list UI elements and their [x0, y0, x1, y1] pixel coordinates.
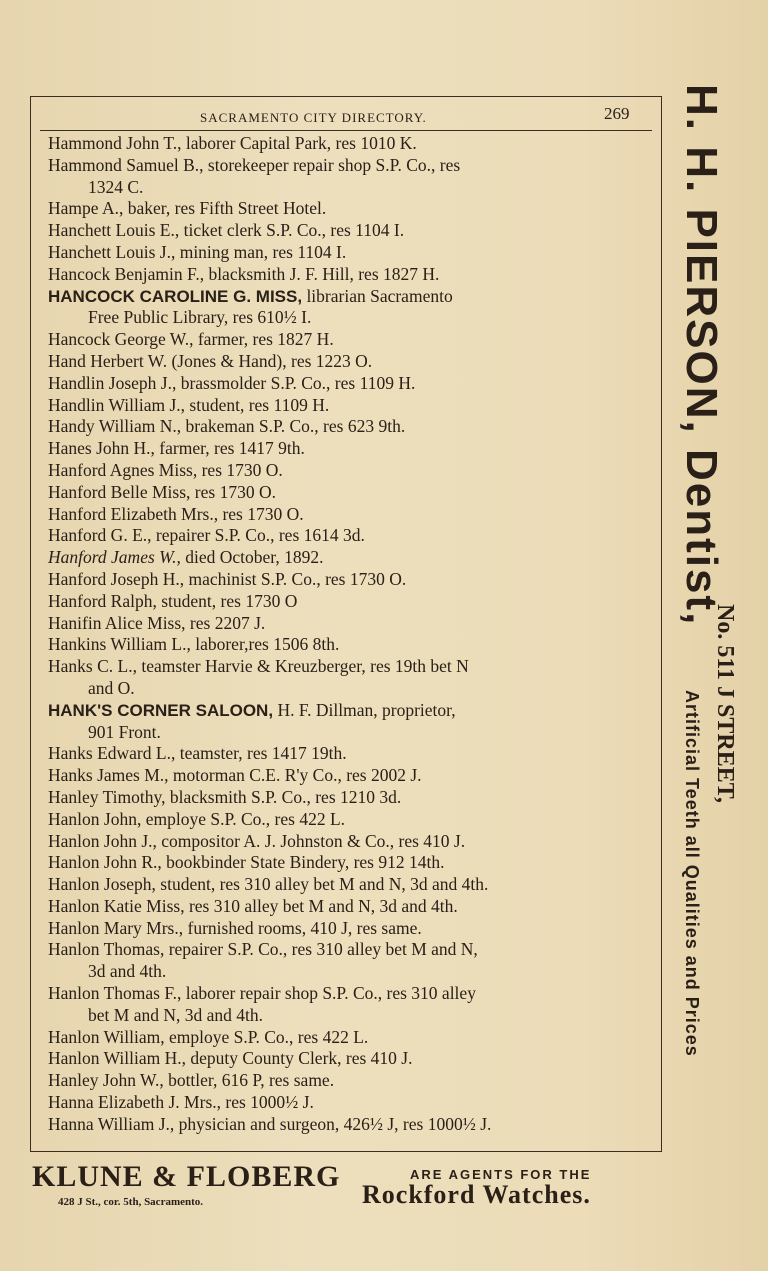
side-ad-title: H. H. PIERSON, Dentist, — [677, 84, 726, 627]
directory-entry: Hanlon William H., deputy County Clerk, res 410 J. — [48, 1048, 413, 1069]
directory-entry: Hanlon William, employe S.P. Co., res 422 L. — [48, 1026, 369, 1047]
directory-entry: Hanlon Thomas F., laborer repair shop S.P. Co., res 310 alley — [48, 983, 476, 1004]
directory-entry: Hanna Elizabeth J. Mrs., res 1000½ J. — [48, 1092, 314, 1113]
side-ad-tagline: Artificial Teeth all Qualities and Prices — [682, 690, 702, 1057]
directory-entry: Hanes John H., farmer, res 1417 9th. — [48, 438, 305, 459]
directory-entry: bet M and N, 3d and 4th. — [88, 1004, 263, 1025]
directory-entry: Handy William N., brakeman S.P. Co., res 623 9th. — [48, 416, 406, 437]
entry-name: Hanford James W., — [48, 547, 181, 568]
directory-entry: Hanks Edward L., teamster, res 1417 19th. — [48, 743, 347, 764]
directory-entry: Hanlon Thomas, repairer S.P. Co., res 310 alley bet M and N, — [48, 939, 478, 960]
directory-entry: Handlin William J., student, res 1109 H. — [48, 394, 330, 415]
entry-detail: librarian Sacramento — [302, 285, 453, 306]
directory-entry: Hanna William J., physician and surgeon, 426½ J, res 1000½ J. — [48, 1113, 492, 1134]
directory-entry: Hanley Timothy, blacksmith S.P. Co., res 1210 3d. — [48, 786, 402, 807]
footer-right-big: Rockford Watches. — [362, 1180, 591, 1209]
directory-entry: Hanford Elizabeth Mrs., res 1730 O. — [48, 503, 304, 524]
directory-entry — [48, 286, 654, 308]
directory-entry: Hanford Joseph H., machinist S.P. Co., res 1730 O. — [48, 568, 407, 589]
directory-entry: Hankins William L., laborer,res 1506 8th. — [48, 634, 340, 655]
header-rule — [40, 130, 652, 131]
entry-name: HANCOCK CAROLINE G. MISS, — [48, 286, 303, 306]
directory-entry: Hanford Agnes Miss, res 1730 O. — [48, 459, 283, 480]
directory-entry: Hanlon John, employe S.P. Co., res 422 L. — [48, 808, 346, 829]
directory-entry: Hancock Benjamin F., blacksmith J. F. Hill, res 1827 H. — [48, 263, 440, 284]
footer-left-name: KLUNE & FLOBERG — [32, 1160, 341, 1193]
directory-entry: Hanchett Louis J., mining man, res 1104 I. — [48, 241, 347, 262]
directory-entry: Hanks C. L., teamster Harvie & Kreuzberger, res 19th bet N — [48, 656, 469, 677]
page-number: 269 — [604, 104, 630, 123]
footer-left-address: 428 J St., cor. 5th, Sacramento. — [58, 1196, 204, 1208]
directory-entry: 1324 C. — [88, 176, 144, 197]
directory-entry: Hanley John W., bottler, 616 P, res same. — [48, 1070, 335, 1091]
directory-entry: Hanlon John R., bookbinder State Bindery, res 912 14th. — [48, 852, 445, 873]
directory-entry: and O. — [88, 677, 135, 698]
directory-listing — [48, 133, 654, 1136]
directory-entry: Hanford Belle Miss, res 1730 O. — [48, 481, 276, 502]
directory-entry: Free Public Library, res 610½ I. — [88, 307, 312, 328]
directory-entry: Hanchett Louis E., ticket clerk S.P. Co., res 1104 I. — [48, 220, 405, 241]
running-head: SACRAMENTO CITY DIRECTORY. — [200, 110, 427, 125]
directory-entry: Hanlon John J., compositor A. J. Johnston & Co., res 410 J. — [48, 830, 466, 851]
directory-entry: Hanlon Mary Mrs., furnished rooms, 410 J, res same. — [48, 917, 422, 938]
directory-entry: Hanlon Katie Miss, res 310 alley bet M and N, 3d and 4th. — [48, 895, 458, 916]
entry-detail: died October, 1892. — [180, 547, 324, 568]
directory-entry — [48, 547, 654, 569]
footer-right-small: ARE AGENTS FOR THE — [410, 1167, 592, 1182]
directory-entry: 901 Front. — [88, 721, 161, 742]
directory-entry: Hanlon Joseph, student, res 310 alley bet M and N, 3d and 4th. — [48, 874, 489, 895]
directory-entry — [48, 700, 654, 722]
directory-entry: Hampe A., baker, res Fifth Street Hotel. — [48, 198, 327, 219]
directory-entry: Hanifin Alice Miss, res 2207 J. — [48, 612, 266, 633]
side-ad-address: No. 511 J STREET, — [712, 604, 738, 803]
entry-name: HANK'S CORNER SALOON, — [48, 700, 274, 720]
entry-detail: H. F. Dillman, proprietor, — [273, 699, 456, 720]
directory-entry: Hanford Ralph, student, res 1730 O — [48, 590, 298, 611]
directory-entry: Hanks James M., motorman C.E. R'y Co., res 2002 J. — [48, 765, 422, 786]
directory-entry: Hanford G. E., repairer S.P. Co., res 1614 3d. — [48, 525, 365, 546]
directory-entry: Hammond Samuel B., storekeeper repair shop S.P. Co., res — [48, 154, 461, 175]
directory-entry: Hancock George W., farmer, res 1827 H. — [48, 329, 334, 350]
directory-entry: Hand Herbert W. (Jones & Hand), res 1223 O. — [48, 350, 373, 371]
directory-entry: 3d and 4th. — [88, 961, 167, 982]
directory-entry: Handlin Joseph J., brassmolder S.P. Co., res 1109 H. — [48, 372, 416, 393]
directory-entry: Hammond John T., laborer Capital Park, res 1010 K. — [48, 133, 417, 153]
